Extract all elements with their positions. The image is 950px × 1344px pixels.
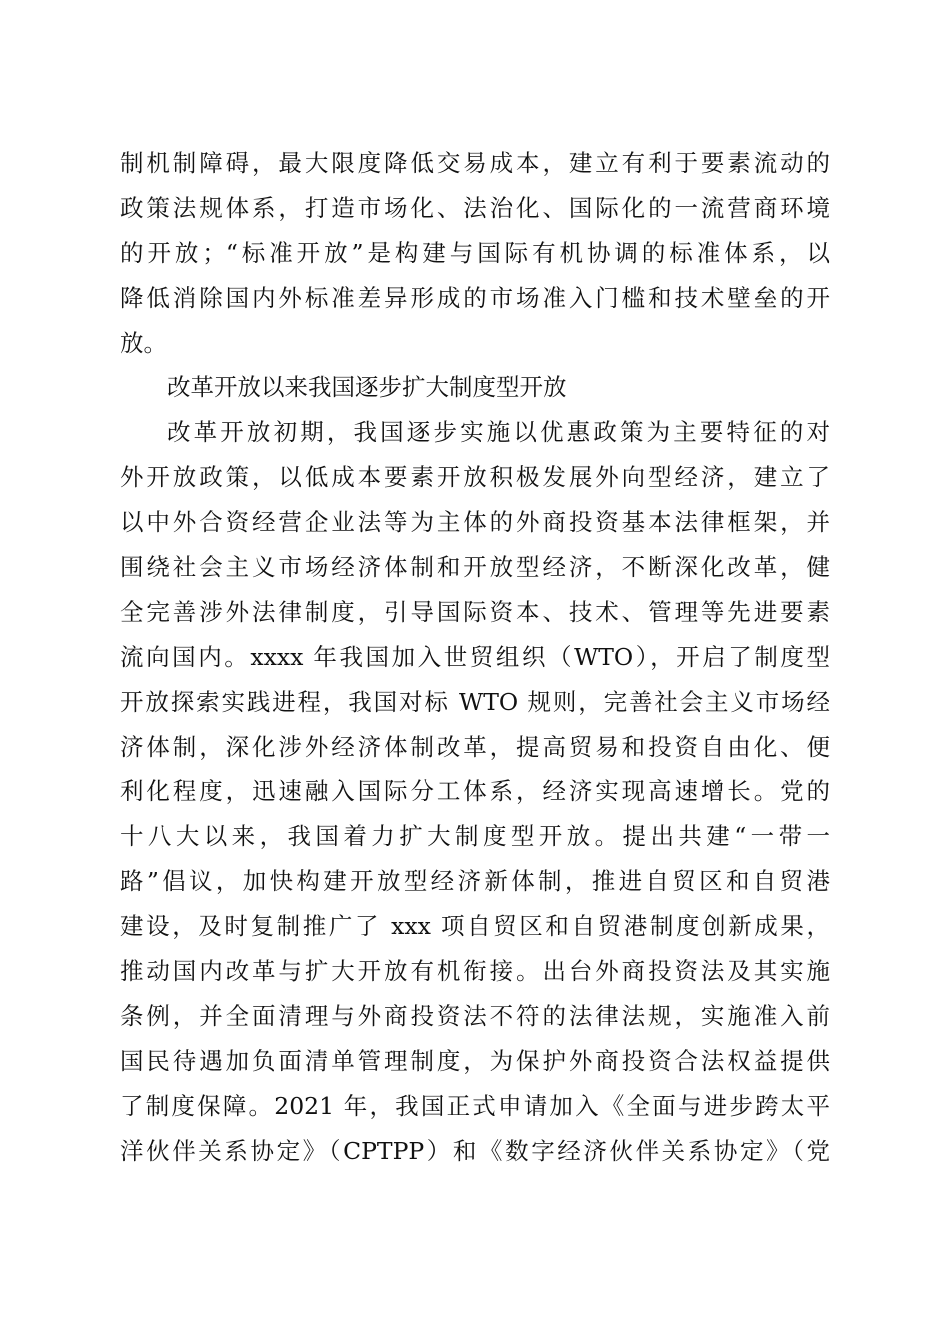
paragraph-2-line: 外开放政策，以低成本要素开放积极发展外向型经济，建立了	[120, 463, 830, 492]
paragraph-2-line: 了制度保障。2021 年，我国正式申请加入《全面与进步跨太平	[120, 1091, 830, 1120]
paragraph-2-line: 围绕社会主义市场经济体制和开放型经济，不断深化改革，健	[120, 553, 830, 582]
paragraph-2-line: 开放探索实践进程，我国对标 WTO 规则，完善社会主义市场经	[120, 687, 830, 716]
paragraph-1-line: 降低消除国内外标准差异形成的市场准入门槛和技术壁垒的开	[120, 283, 830, 312]
paragraph-2-line: 洋伙伴关系协定》（CPTPP）和《数字经济伙伴关系协定》（党	[120, 1136, 830, 1165]
paragraph-2-line: 以中外合资经营企业法等为主体的外商投资基本法律框架，并	[120, 508, 830, 537]
paragraph-1-line: 制机制障碍，最大限度降低交易成本，建立有利于要素流动的	[120, 149, 830, 177]
paragraph-2-line: 十八大以来，我国着力扩大制度型开放。提出共建“一带一	[120, 822, 830, 851]
paragraph-2-line: 改革开放初期，我国逐步实施以优惠政策为主要特征的对	[167, 418, 830, 447]
paragraph-2-line: 路”倡议，加快构建开放型经济新体制，推进自贸区和自贸港	[120, 867, 830, 896]
paragraph-1-line: 放。	[120, 328, 167, 357]
section-heading: 改革开放以来我国逐步扩大制度型开放	[167, 373, 567, 402]
paragraph-2-line: 流向国内。xxxx 年我国加入世贸组织（WTO），开启了制度型	[120, 642, 830, 671]
paragraph-2-line: 条例，并全面清理与外商投资法不符的法律法规，实施准入前	[120, 1001, 830, 1030]
document-body	[120, 141, 830, 1173]
paragraph-2-line: 国民待遇加负面清单管理制度，为保护外商投资合法权益提供	[120, 1046, 830, 1075]
paragraph-2-line: 利化程度，迅速融入国际分工体系，经济实现高速增长。党的	[120, 777, 830, 806]
paragraph-2-line: 全完善涉外法律制度，引导国际资本、技术、管理等先进要素	[120, 597, 830, 626]
paragraph-2-line: 推动国内改革与扩大开放有机衔接。出台外商投资法及其实施	[120, 957, 830, 986]
paragraph-2-line: 建设，及时复制推广了 xxx 项自贸区和自贸港制度创新成果，	[120, 912, 830, 941]
paragraph-2-line: 济体制，深化涉外经济体制改革，提高贸易和投资自由化、便	[120, 732, 830, 761]
paragraph-1-line: 的开放；“标准开放”是构建与国际有机协调的标准体系，以	[120, 238, 830, 267]
paragraph-1-line: 政策法规体系，打造市场化、法治化、国际化的一流营商环境	[120, 193, 830, 222]
